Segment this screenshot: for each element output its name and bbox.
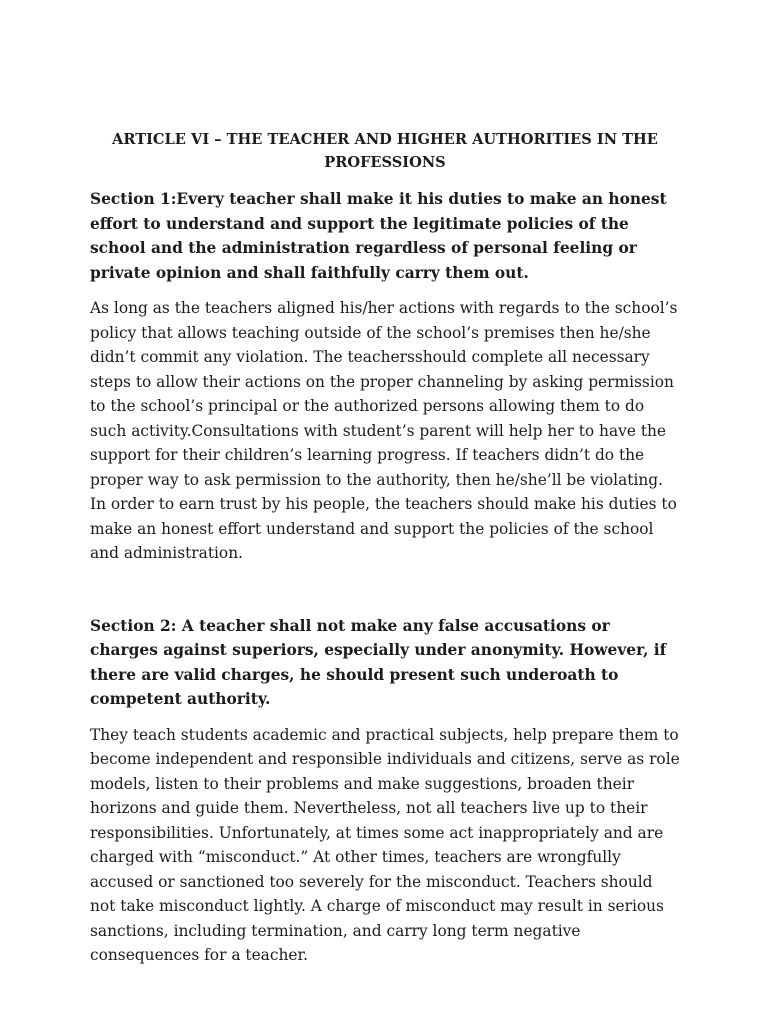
section-2-heading: Section 2: A teacher shall not make any false accusations or charges against superiors, especially under anonymity. However, if there are valid charges, he should present such underoath to competent authority. <box>90 616 667 708</box>
section-2-body: They teach students academic and practical subjects, help prepare them to become independent and responsible individuals and citizens, serve as role models, listen to their problems and make suggestions, broaden their horizons and guide them. Nevertheless, not all teachers live up to their responsibilities. Unfortunately, at times some act inappropriately and are charged with “misconduct.” At other times, teachers are wrongfully accused or sanctioned too severely for the misconduct. Teachers should not take misconduct lightly. A charge of misconduct may result in serious sanctions, including termination, and carry long term negative consequences for a teacher. <box>90 725 680 964</box>
section-1-body: As long as the teachers aligned his/her actions with regards to the school’s policy that allows teaching outside of the school’s premises then he/she didn’t commit any violation. The teachersshould complete all necessary steps to allow their actions on the proper channeling by asking permission to the school’s principal or the authorized persons allowing them to do such activity.Consultations with student’s parent will help her to have the support for their children’s learning progress. If teachers didn’t do the proper way to ask permission to the authority, then he/she’ll be violating. In order to earn trust by his people, the teachers should make his duties to make an honest effort understand and support the policies of the school and administration. <box>90 299 678 562</box>
section-1-heading: Section 1:Every teacher shall make it his duties to make an honest effort to understand and support the legitimate policies of the school and the administration regardless of personal feeling or private opinion and shall faithfully carry them out. <box>90 190 667 282</box>
article-title: ARTICLE VI – THE TEACHER AND HIGHER AUTHORITIES IN THE PROFESSIONS <box>112 131 658 171</box>
document-page <box>90 128 680 968</box>
